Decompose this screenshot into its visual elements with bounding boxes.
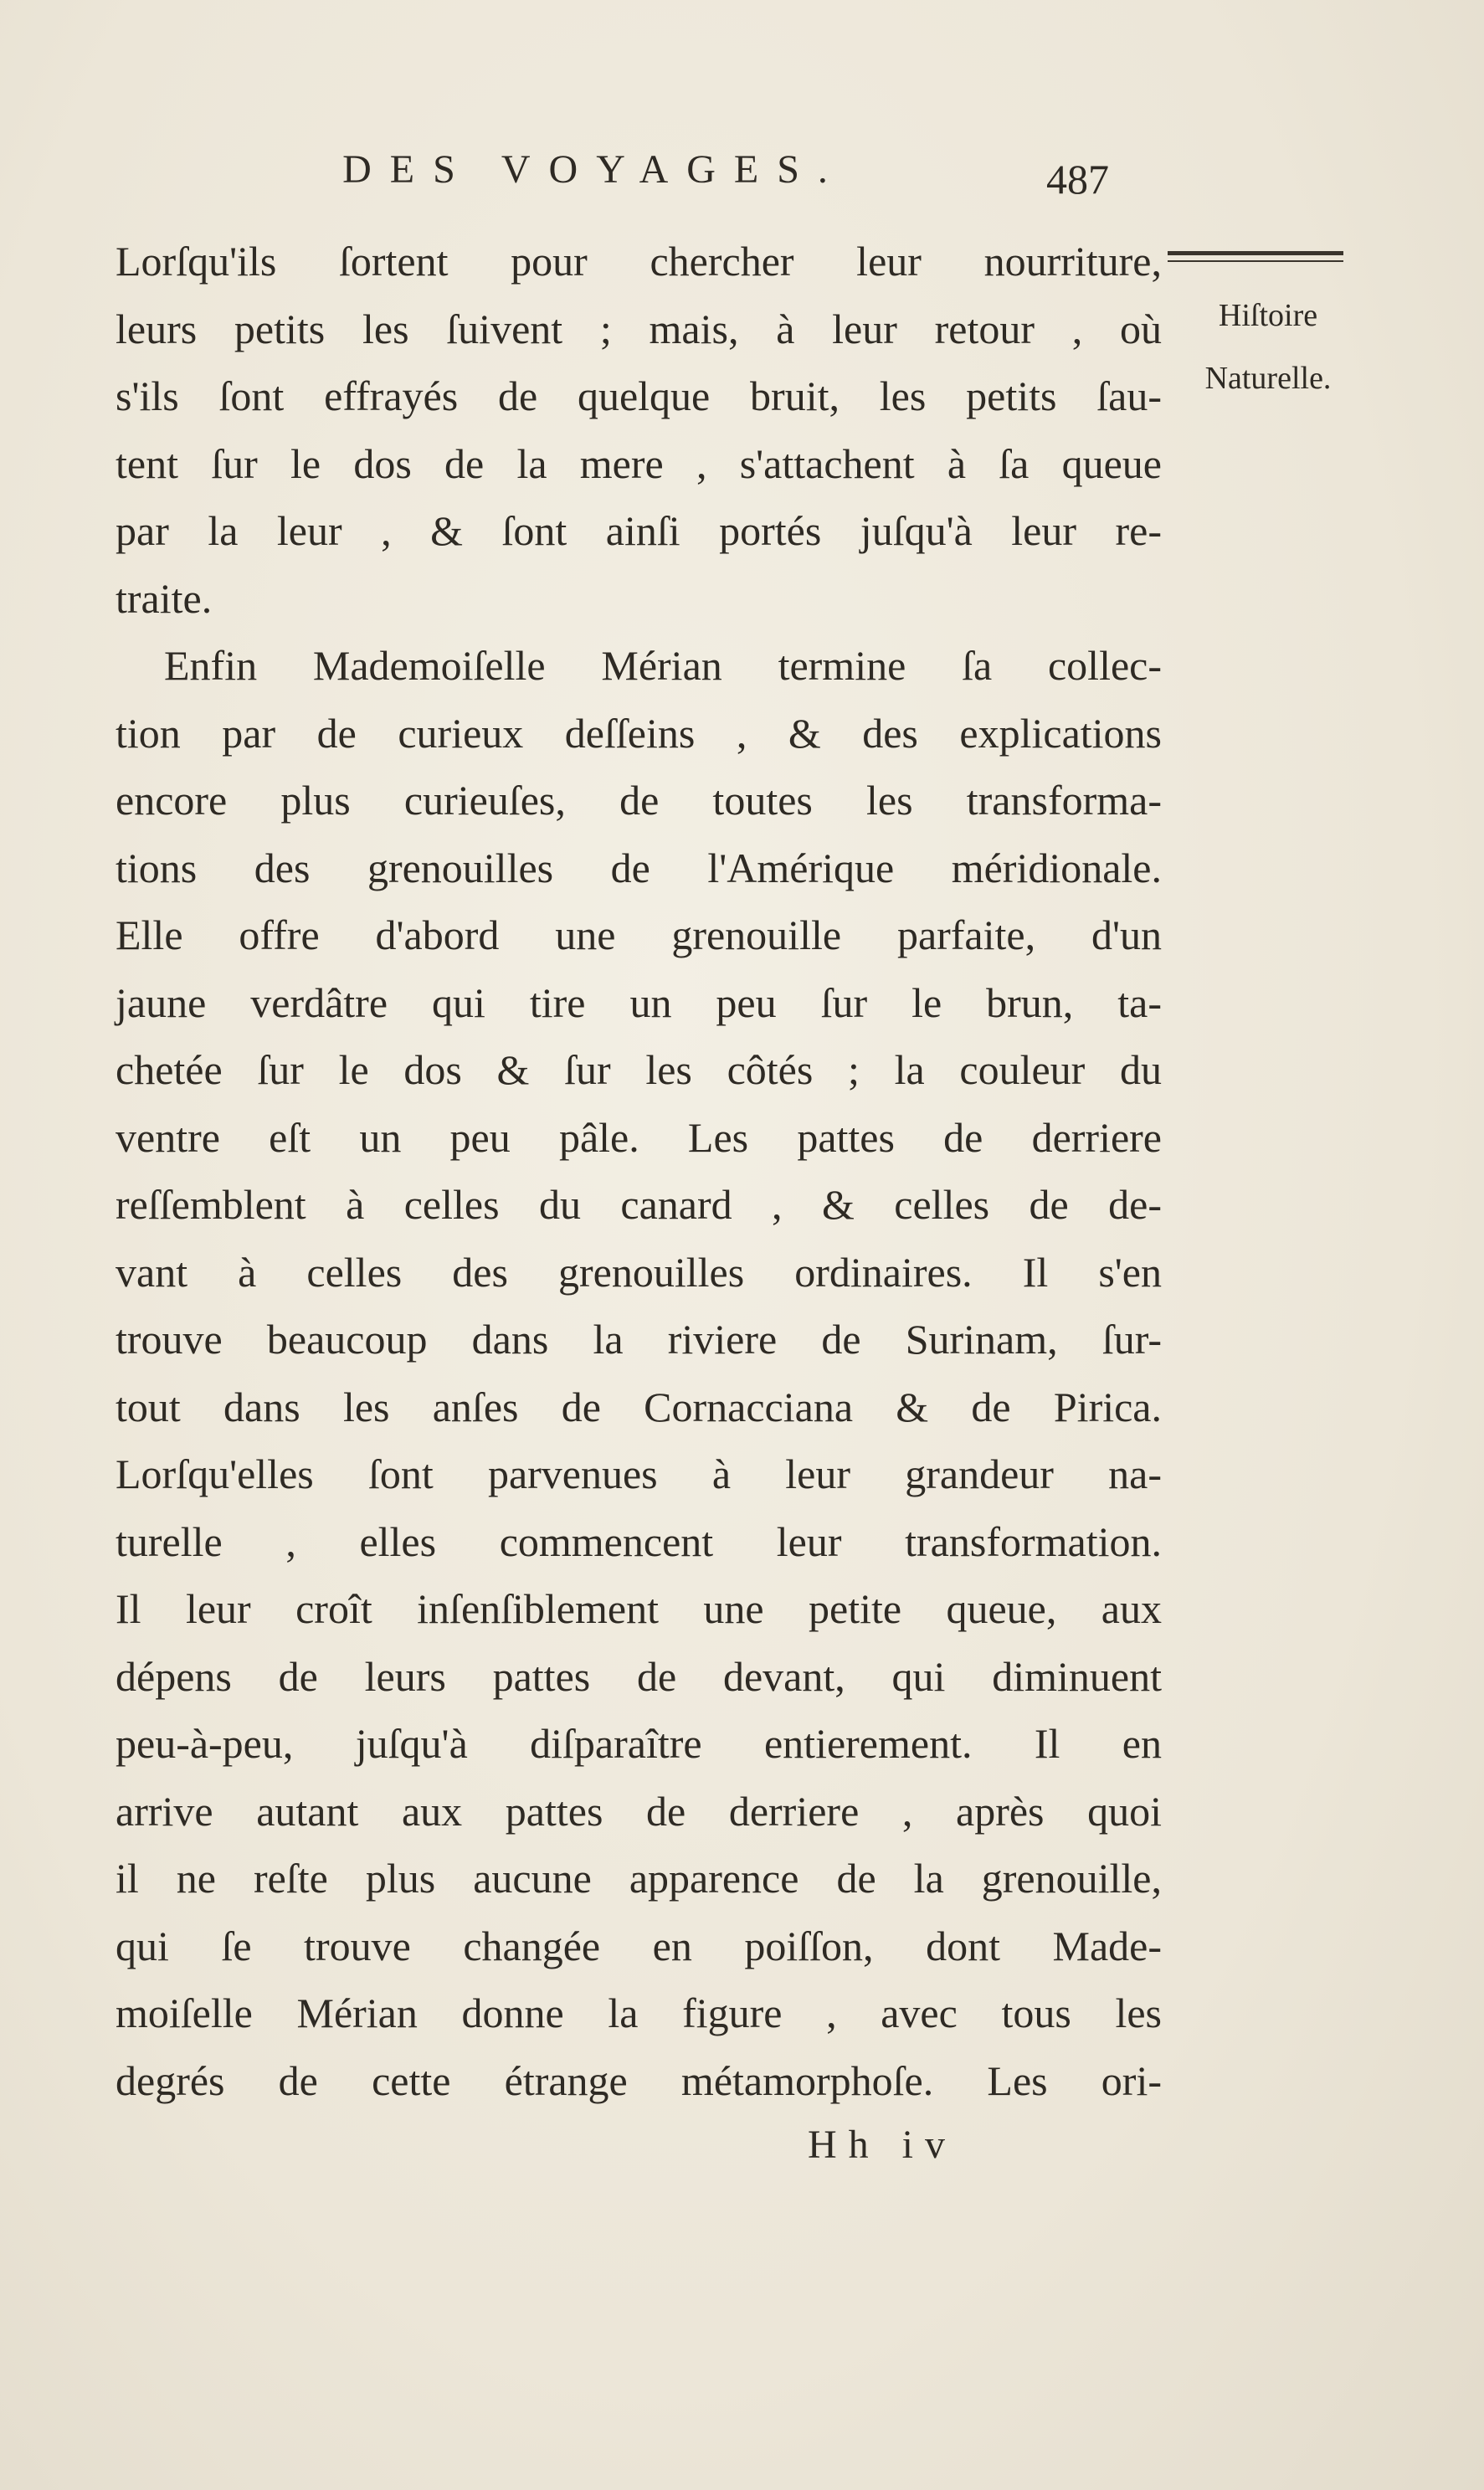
text-line: Lorſqu'elles ſont parvenues à leur grandeur na- [116,1450,1162,1497]
text-line: chetée ſur le dos & ſur les côtés ; la couleur du [116,1046,1162,1093]
text-line: reſſemblent à celles du canard , & celles de de- [116,1181,1162,1228]
text-line: turelle , elles commencent leur transformation. [116,1517,1162,1565]
text-line: tent ſur le dos de la mere , s'attachent à ſa queue [116,439,1162,487]
text-line: encore plus curieuſes, de toutes les transforma- [116,777,1162,824]
body-text [116,228,1162,2114]
text-line: s'ils ſont effrayés de quelque bruit, les petits ſau- [116,372,1162,419]
text-line: vant à celles des grenouilles ordinaires. Il s'en [116,1248,1162,1296]
text-line: par la leur , & ſont ainſi portés juſqu'à leur re- [116,507,1162,554]
text-line: arrive autant aux pattes de derriere , après quoi [116,1787,1162,1835]
text-line: qui ſe trouve changée en poiſſon, dont Made- [116,1922,1162,1969]
text-line: moiſelle Mérian donne la figure , avec tous les [116,1989,1162,2036]
text-line: jaune verdâtre qui tire un peu ſur le brun, ta- [116,978,1162,1026]
text-line: tion par de curieux deſſeins , & des explications [116,709,1162,757]
text-line: dépens de leurs pattes de devant, qui diminuent [116,1652,1162,1700]
text-line: peu-à-peu, juſqu'à diſparaître entierement. Il en [116,1720,1162,1767]
running-title: DES VOYAGES. [342,147,846,192]
text-line: traite. [116,574,213,622]
margin-rule [1168,251,1343,262]
text-line: tions des grenouilles de l'Amérique méridionale. [116,844,1162,891]
text-line: Enfin Mademoiſelle Mérian termine ſa collec- [164,642,1162,689]
margin-note-line1: Hiſtoire [1218,298,1318,333]
text-line: Elle offre d'abord une grenouille parfaite, d'un [116,911,1162,958]
text-line: Il leur croît inſenſiblement une petite queue, aux [116,1585,1162,1632]
text-line: degrés de cette étrange métamorphoſe. Les ori- [116,2056,1162,2104]
text-line: tout dans les anſes de Cornacciana & de Pirica. [116,1383,1162,1430]
text-line: trouve beaucoup dans la riviere de Surinam, ſur- [116,1316,1162,1363]
text-line: leurs petits les ſuivent ; mais, à leur retour , où [116,305,1162,352]
margin-note-line2: Naturelle. [1204,361,1332,396]
signature-mark: Hh iv [808,2123,957,2167]
text-line: Lorſqu'ils ſortent pour chercher leur nourriture, [116,238,1162,285]
text-line: ventre eſt un peu pâle. Les pattes de derriere [116,1113,1162,1161]
text-line: il ne reſte plus aucune apparence de la grenouille, [116,1855,1162,1902]
page-number: 487 [1046,156,1109,203]
